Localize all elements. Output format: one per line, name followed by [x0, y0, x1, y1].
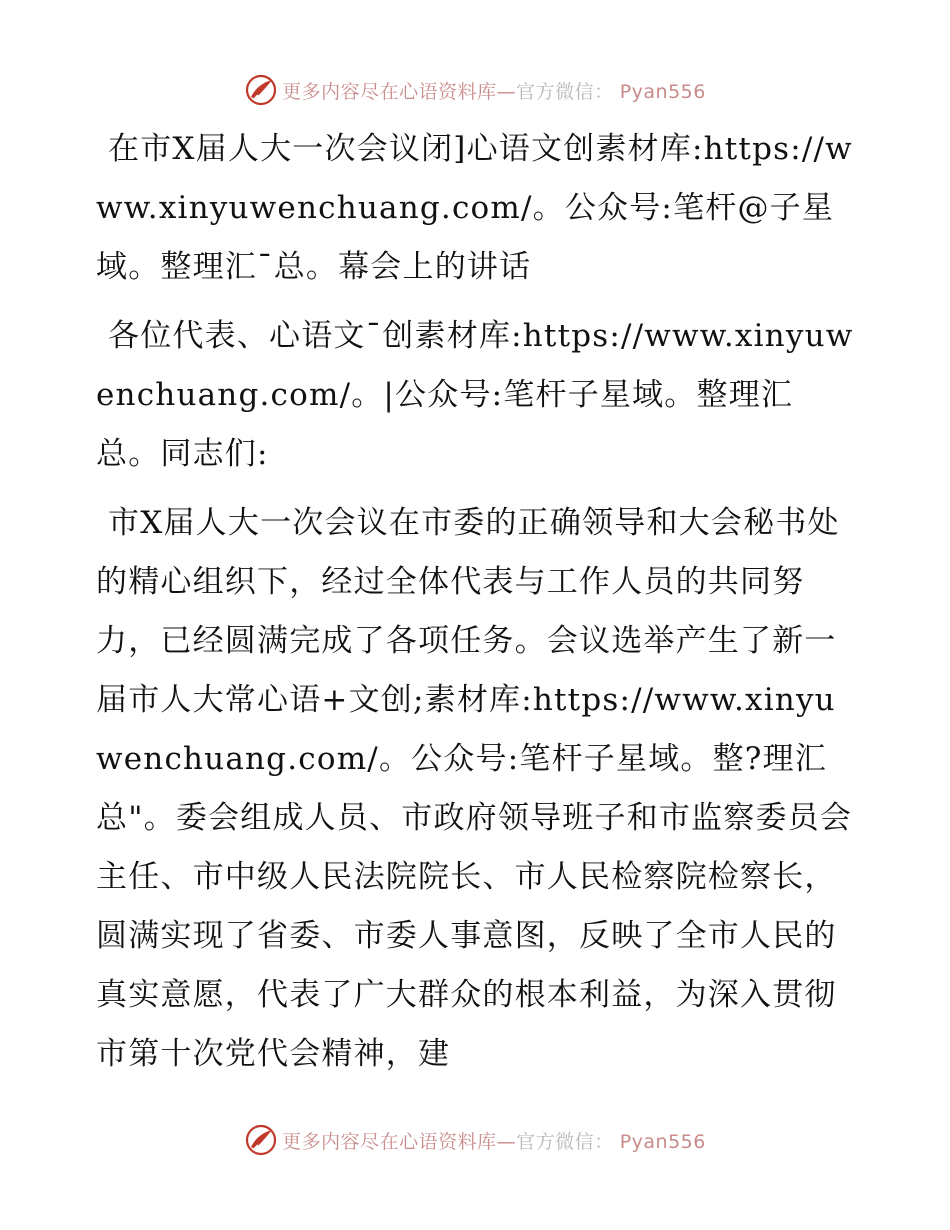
footer-banner-slogan: 更多内容尽在心语资料库 [282, 1130, 497, 1153]
footer-banner [0, 1120, 950, 1160]
header-wechat-id: Pyan556 [619, 80, 706, 103]
footer-banner-text [282, 1127, 706, 1154]
paragraph-body-text: 市X届人大一次会议在市委的正确领导和大会秘书处的精心组织下，经过全体代表与工作人员的共同努力，已经圆满完成了各项任务。会议选举产生了新一届市人大常心语+文创;素材库:https://www.xinyuwenchuang.com/。公众号:笔杆子星域。整?理汇总"。委会组成人员、市政府领导班子和市监察委员会主任、市中级人民法院院长、市人民检察院检察长，圆满实现了省委、市委人事意图，反映了全市人民的真实意愿，代表了广大群众的根本利益，为深入贯彻市第十次党代会精神，建 [96, 505, 853, 1072]
paragraph-title [96, 120, 856, 297]
footer-wechat-label: 官方微信： [516, 1130, 614, 1153]
paragraph-title-text: 在市X届人大一次会议闭]心语文创素材库:https://www.xinyuwenchuang.com/。公众号:笔杆@子星域。整理汇¯总。幕会上的讲话 [96, 131, 853, 285]
header-banner-text [282, 77, 706, 104]
header-wechat-label: 官方微信： [516, 80, 614, 103]
pen-logo-icon [244, 73, 278, 107]
header-banner-slogan: 更多内容尽在心语资料库 [282, 80, 497, 103]
paragraph-body [96, 494, 856, 1084]
paragraph-salutation-text: 各位代表、心语文¯创素材库:https://www.xinyuwenchuang.com/。|公众号:笔杆子星域。整理汇总。同志们: [96, 318, 854, 472]
header-banner [0, 70, 950, 110]
header-banner-dash: — [496, 80, 517, 103]
paragraph-salutation [96, 307, 856, 484]
pen-logo-icon [244, 1123, 278, 1157]
footer-wechat-id: Pyan556 [619, 1130, 706, 1153]
document-body [96, 120, 856, 1094]
footer-banner-dash: — [496, 1130, 517, 1153]
